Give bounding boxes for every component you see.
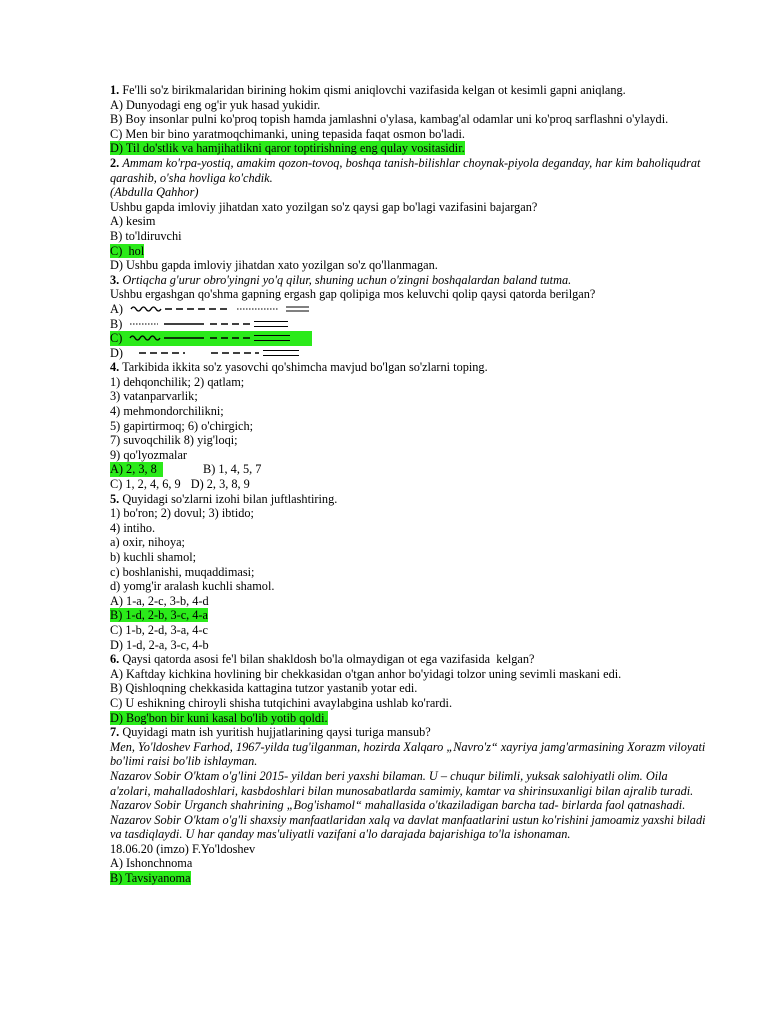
question-number: 7.	[110, 725, 120, 740]
passage-text: Ortiqcha g'urur obro'yingni yo'q qilur, shuning uchun o'zingni boshqalardan baland tutma.	[122, 272, 572, 287]
option-a[interactable]: A) Dunyodagi eng og'ir yuk hasad yukidir.	[110, 97, 321, 112]
question-1-text	[110, 83, 710, 98]
question-number: 2.	[110, 155, 120, 170]
question-stem: Quyidagi so'zlarni izohi bilan juftlashtiring.	[122, 491, 338, 506]
option-a[interactable]: A) Kaftday kichkina hovlining bir chekkasidan o'tgan anhor bo'yidagi tolzor uning sevimli maskani edi.	[110, 666, 622, 681]
option-a[interactable]: A) Ishonchnoma	[110, 856, 193, 871]
question-stem: Ushbu ergashgan qo'shma gapning ergash gap qolipiga mos keluvchi qolip qaysi qatorda berilgan?	[110, 287, 596, 302]
option-d[interactable]: D) 1-d, 2-a, 3-c, 4-b	[110, 637, 209, 652]
document-passage-intro: Men, Yo'ldoshev Farhod, 1967-yilda tug'ilganman, hozirda Xalqaro „Navro'z“ xayriya jamg'armasining Xorazm viloyati bo'limi raisi bo'lib ishlayman.	[110, 739, 706, 769]
option-b[interactable]: B) Qishloqning chekkasida kattagina tutzor yastanib yotar edi.	[110, 681, 418, 696]
question-2	[110, 156, 710, 273]
question-number: 1.	[110, 83, 120, 97]
word-item: 5) gapirtirmoq; 6) o'chirgich;	[110, 418, 254, 433]
question-5-text	[110, 492, 710, 507]
word-item: 1) bo'ron; 2) dovul; 3) ibtido;	[110, 506, 254, 521]
word-item: 4) mehmondorchilikni;	[110, 404, 224, 419]
option-c[interactable]: C) U eshikning chiroyli shisha tutqichini avaylabgina ushlab ko'rardi.	[110, 695, 453, 710]
option-a-correct[interactable]: A) 2, 3, 8	[110, 462, 163, 477]
definition-item: c) boshlanishi, muqaddimasi;	[110, 564, 255, 579]
question-7	[110, 725, 710, 886]
option-letter: C)	[110, 331, 123, 346]
option-letter: B)	[110, 316, 123, 331]
word-item: 9) qo'lyozmalar	[110, 447, 187, 462]
sentence-scheme-d	[129, 348, 309, 358]
document-passage-body: Nazarov Sobir O'ktam o'g'lini 2015- yildan beri yaxshi bilaman. U – chuqur bilimli, yuksak salohiyatli olim. Oila a'zolari, mahalladoshlari, kasbdoshlari bilan munosabatlarda samimiy, kamtar va shirinsuxanligi bilan ajralib turadi. Nazarov Sobir Urganch shahrining „Bog'ishamol“ mahallasida o'tkaziladigan barcha tad- birlarda faol qatnashadi. Nazarov Sobir O'ktam o'g'li shaxsiy manfaatlaridan xalq va davlat manfaatlarini ustun ko'rishini jamoamiz yaxshi biladi va tasdiqlaydi. U har qanday mas'uliyatli vazifani a'lo darajada bajarishiga to'la ishonaman.	[110, 768, 706, 842]
option-d[interactable]: D) Ushbu gapda imloviy jihatdan xato yozilgan so'z qo'llanmagan.	[110, 258, 438, 273]
word-item: 1) dehqonchilik; 2) qatlam;	[110, 374, 245, 389]
option-c[interactable]: C) Men bir bino yaratmoqchimanki, uning tepasida faqat osmon bo'ladi.	[110, 126, 465, 141]
option-c-correct[interactable]	[110, 331, 710, 346]
option-b-correct[interactable]: B) 1-d, 2-b, 3-c, 4-a	[110, 608, 209, 623]
question-number: 4.	[110, 360, 120, 375]
question-3-passage	[110, 273, 710, 288]
question-stem: Fe'lli so'z birikmalaridan birining hokim qismi aniqlovchi vazifasida kelgan ot kesimli gapni aniqlang.	[122, 83, 626, 97]
question-2-passage	[110, 156, 710, 185]
question-5	[110, 492, 710, 653]
option-b[interactable]: B) 1, 4, 5, 7	[203, 462, 262, 477]
option-a[interactable]	[110, 302, 710, 317]
option-c[interactable]: C) 1-b, 2-d, 3-a, 4-c	[110, 622, 209, 637]
sentence-scheme-a	[129, 304, 309, 314]
option-d[interactable]: D) 2, 3, 8, 9	[190, 477, 250, 492]
question-3	[110, 273, 710, 361]
option-c[interactable]: C) 1, 2, 4, 6, 9	[110, 477, 181, 492]
question-4-text	[110, 360, 710, 375]
question-stem: Qaysi qatorda asosi fe'l bilan shakldosh bo'la olmaydigan ot ega vazifasida kelgan?	[122, 652, 535, 667]
word-item: 4) intiho.	[110, 520, 156, 535]
document-body	[110, 83, 710, 886]
option-a[interactable]: A) kesim	[110, 214, 156, 229]
question-number: 6.	[110, 652, 120, 667]
question-4	[110, 360, 710, 491]
option-d-correct[interactable]: D) Til do'stlik va hamjihatlikni qaror toptirishning eng qulay vositasidir.	[110, 141, 465, 156]
signature-line: 18.06.20 (imzo) F.Yo'ldoshev	[110, 841, 256, 856]
passage-author: (Abdulla Qahhor)	[110, 185, 199, 200]
question-1	[110, 83, 710, 156]
option-b[interactable]: B) to'ldiruvchi	[110, 228, 182, 243]
option-highlight	[110, 331, 312, 346]
definition-item: b) kuchli shamol;	[110, 550, 197, 564]
option-c-correct[interactable]: C) hol	[110, 243, 145, 258]
question-7-text	[110, 725, 710, 740]
option-b[interactable]: B) Boy insonlar pulni ko'proq topish hamda jamlashni o'ylasa, kambag'al odamlar uni ko'proq sarflashni o'ylaydi.	[110, 112, 669, 127]
question-stem: Quyidagi matn ish yuritish hujjatlarining qaysi turiga mansub?	[122, 725, 431, 740]
option-d[interactable]	[110, 346, 710, 361]
option-b[interactable]	[110, 317, 710, 332]
question-stem: Ushbu gapda imloviy jihatdan xato yozilgan so'z qaysi gap bo'lagi vazifasini bajargan?	[110, 199, 538, 214]
option-b-correct[interactable]: B) Tavsiyanoma	[110, 871, 191, 886]
word-item: 3) vatanparvarlik;	[110, 389, 198, 404]
sentence-scheme-b	[128, 319, 308, 329]
definition-item: a) oxir, nihoya;	[110, 535, 185, 550]
question-number: 3.	[110, 272, 120, 287]
option-letter: A)	[110, 301, 123, 316]
word-item: 7) suvoqchilik 8) yig'loqi;	[110, 433, 238, 448]
question-stem: Tarkibida ikkita so'z yasovchi qo'shimcha mavjud bo'lgan so'zlarni toping.	[122, 360, 488, 375]
option-a[interactable]: A) 1-a, 2-c, 3-b, 4-d	[110, 593, 209, 608]
passage-text: Ammam ko'rpa-yostiq, amakim qozon-tovoq, boshqa tanish-bilishlar choynak-piyola deganday, har kim baholiqudrat qarashib, o'sha hovliga ko'chdik.	[110, 155, 701, 185]
option-letter: D)	[110, 345, 123, 360]
question-6	[110, 652, 710, 725]
sentence-scheme-c	[128, 333, 308, 343]
definition-item: d) yomg'ir aralash kuchli shamol.	[110, 579, 275, 594]
question-6-text	[110, 652, 710, 667]
option-d-correct[interactable]: D) Bog'bon bir kuni kasal bo'lib yotib qoldi.	[110, 710, 328, 725]
question-number: 5.	[110, 491, 120, 506]
